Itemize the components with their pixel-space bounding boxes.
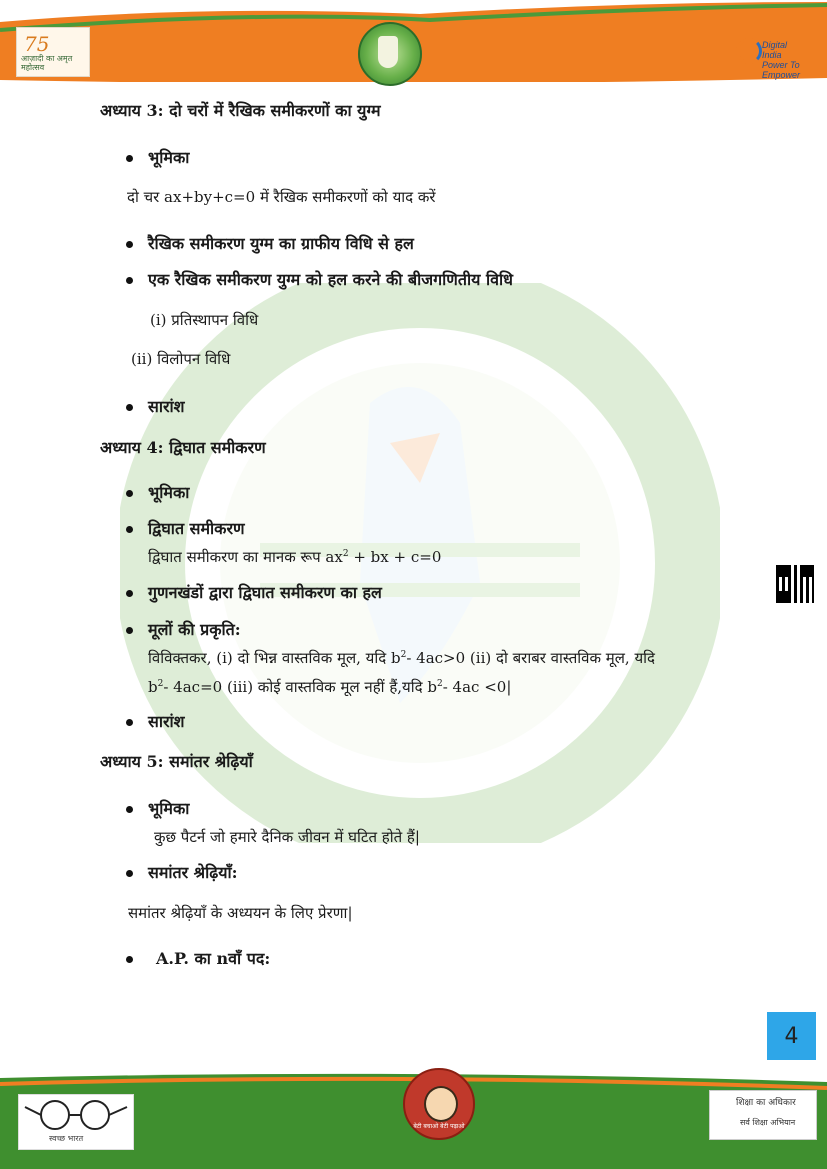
swachh-text: स्वच्छ भारत <box>49 1134 84 1143</box>
ch3-graphical-method: रैखिक समीकरण युग्म का ग्राफीय विधि से हल <box>148 234 414 253</box>
page-number: 4 <box>767 1012 816 1060</box>
sarva-shiksha-logo <box>709 1090 817 1140</box>
bullet-icon <box>126 241 133 248</box>
bullet-icon <box>126 404 133 411</box>
ch3-summary: सारांश <box>148 397 185 416</box>
ch5-intro-heading: भूमिका <box>148 799 190 818</box>
ch3-intro-heading: भूमिका <box>148 148 190 167</box>
swachh-bharat-logo <box>18 1094 134 1150</box>
ch5-ap-text: समांतर श्रेढ़ियाँ के अध्ययन के लिए प्रेरणा| <box>128 904 353 922</box>
ch5-nth-term: A.P. का nवाँ पद: <box>156 949 271 968</box>
bullet-icon <box>126 719 133 726</box>
bullet-icon <box>126 155 133 162</box>
ch4-roots-line-2: $b^2-$ 4ac=0 (iii) कोई वास्तविक मूल नहीं हैं,यदि $b^2-$ 4ac <0| <box>148 678 512 696</box>
chapter-5-title: अध्याय 5: समांतर श्रेढ़ियाँ <box>100 752 253 771</box>
beti-bachao-logo <box>403 1068 475 1140</box>
glasses-icon <box>19 1095 133 1135</box>
bullet-icon <box>126 956 133 963</box>
ch4-summary: सारांश <box>148 712 185 731</box>
shiksha-text-2: सर्व शिक्षा अभियान <box>740 1118 796 1127</box>
logo-number: 75 <box>24 32 50 56</box>
beti-text: बेटी बचाओ बेटी पढ़ाओ <box>413 1123 465 1130</box>
digital-india-icon <box>736 38 762 64</box>
ch4-intro-heading: भूमिका <box>148 483 190 502</box>
bullet-icon <box>126 627 133 634</box>
bullet-icon <box>126 590 133 597</box>
bullet-icon <box>126 870 133 877</box>
ch4-factorization: गुणनखंडों द्वारा द्विघात समीकरण का हल <box>148 583 382 602</box>
bullet-icon <box>126 806 133 813</box>
bullet-icon <box>126 490 133 497</box>
ch4-nature-of-roots: मूलों की प्रकृति: <box>148 620 241 639</box>
ch4-standard-form: द्विघात समीकरण का मानक रूप $ax^2$ + bx + c=0 <box>148 548 442 566</box>
logo-text: आज़ादी का अमृत महोत्सव <box>21 54 73 72</box>
azadi-ka-amrit-mahotsav-logo <box>16 27 90 77</box>
qr-code-icon <box>776 565 814 603</box>
ch3-intro-text: दो चर ax+by+c=0 में रैखिक समीकरणों को याद करें <box>127 188 436 206</box>
shiksha-text-1: शिक्षा का अधिकार <box>736 1098 796 1108</box>
chapter-4-title: अध्याय 4: द्विघात समीकरण <box>100 438 266 457</box>
ch5-ap-heading: समांतर श्रेढ़ियाँ: <box>148 863 238 882</box>
ch3-substitution-method: (i) प्रतिस्थापन विधि <box>150 311 259 329</box>
digital-india-text: Digital India Power To Empower <box>762 40 801 80</box>
ch4-quadratic-heading: द्विघात समीकरण <box>148 519 245 538</box>
ch4-roots-line-1: विविक्तकर, (i) दो भिन्न वास्तविक मूल, यदि $b^2-$ 4ac>0 (ii) दो बराबर वास्तविक मूल, यदि <box>148 649 656 667</box>
ch3-algebraic-method: एक रैखिक समीकरण युग्म को हल करने की बीजगणितीय विधि <box>148 270 513 289</box>
girl-face-icon <box>424 1086 458 1122</box>
digital-india-logo <box>736 38 808 80</box>
bullet-icon <box>126 277 133 284</box>
ch5-intro-text: कुछ पैटर्न जो हमारे दैनिक जीवन में घटित होते हैं| <box>154 828 420 846</box>
chapter-3-title: अध्याय 3: दो चरों में रैखिक समीकरणों का युग्म <box>100 101 381 120</box>
board-emblem-icon <box>358 22 422 86</box>
bullet-icon <box>126 526 133 533</box>
ch3-elimination-method: (ii) विलोपन विधि <box>131 350 231 368</box>
